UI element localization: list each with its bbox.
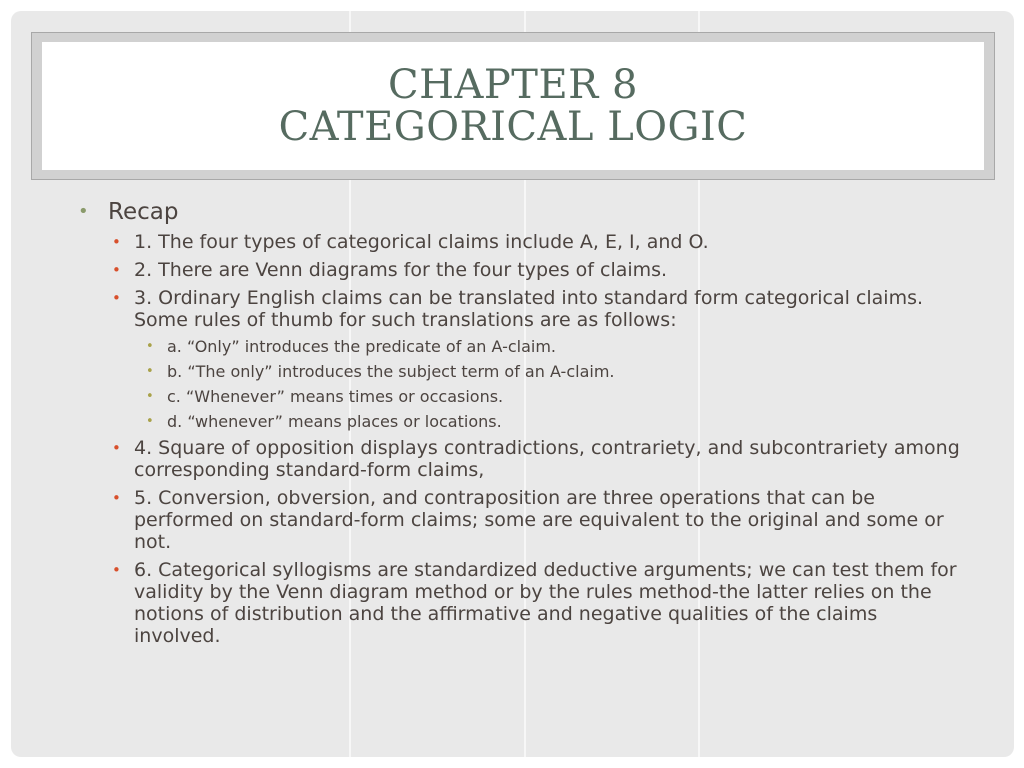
list-item xyxy=(68,437,968,481)
bullet-dot-icon: • xyxy=(146,364,154,379)
bullet-dot-icon: • xyxy=(112,261,121,279)
slide-content xyxy=(68,199,968,653)
bullet-recap xyxy=(68,199,968,225)
bullet-dot-icon: • xyxy=(146,389,154,404)
bullet-dot-icon: • xyxy=(78,201,89,222)
title-box xyxy=(42,42,984,170)
list-item xyxy=(68,559,968,647)
sub-list-item xyxy=(68,412,968,431)
slide-title-line-1: CHAPTER 8 xyxy=(388,62,638,108)
sub-list-item-text: b. “The only” introduces the subject term of an A-claim. xyxy=(167,362,615,381)
list-item-text: 4. Square of opposition displays contradictions, contrariety, and subcontrariety among corresponding standard-form claims, xyxy=(134,437,960,481)
list-item xyxy=(68,287,968,331)
sub-list-item-text: a. “Only” introduces the predicate of an A-claim. xyxy=(167,337,556,356)
sub-list-item xyxy=(68,337,968,356)
list-item-text: 2. There are Venn diagrams for the four types of claims. xyxy=(134,259,668,281)
list-item xyxy=(68,231,968,253)
bullet-text: Recap xyxy=(108,199,179,225)
bullet-dot-icon: • xyxy=(146,414,154,429)
bullet-dot-icon: • xyxy=(112,439,121,457)
list-item xyxy=(68,259,968,281)
list-item-text: 5. Conversion, obversion, and contraposition are three operations that can be performed on standard-form claims; some are equivalent to the original and some or not. xyxy=(134,487,944,553)
slide xyxy=(11,11,1014,757)
sub-list-item xyxy=(68,387,968,406)
bullet-dot-icon: • xyxy=(112,233,121,251)
bullet-dot-icon: • xyxy=(112,489,121,507)
list-item-text: 6. Categorical syllogisms are standardized deductive arguments; we can test them for validity by the Venn diagram method or by the rules method-the latter relies on the notions of distribution and the affirmative and negative qualities of the claims involved. xyxy=(134,559,957,647)
sub-list-item-text: c. “Whenever” means times or occasions. xyxy=(167,387,504,406)
list-item-text: 1. The four types of categorical claims include A, E, I, and O. xyxy=(134,231,709,253)
slide-title-line-2: CATEGORICAL LOGIC xyxy=(278,104,748,150)
bullet-dot-icon: • xyxy=(112,289,121,307)
title-frame xyxy=(31,32,995,180)
list-item xyxy=(68,487,968,553)
sub-list-item-text: d. “whenever” means places or locations. xyxy=(167,412,502,431)
bullet-dot-icon: • xyxy=(112,561,121,579)
list-item-text: 3. Ordinary English claims can be translated into standard form categorical claims. Some rules of thumb for such translations are as follows: xyxy=(134,287,924,331)
bullet-dot-icon: • xyxy=(146,339,154,354)
sub-list-item xyxy=(68,362,968,381)
